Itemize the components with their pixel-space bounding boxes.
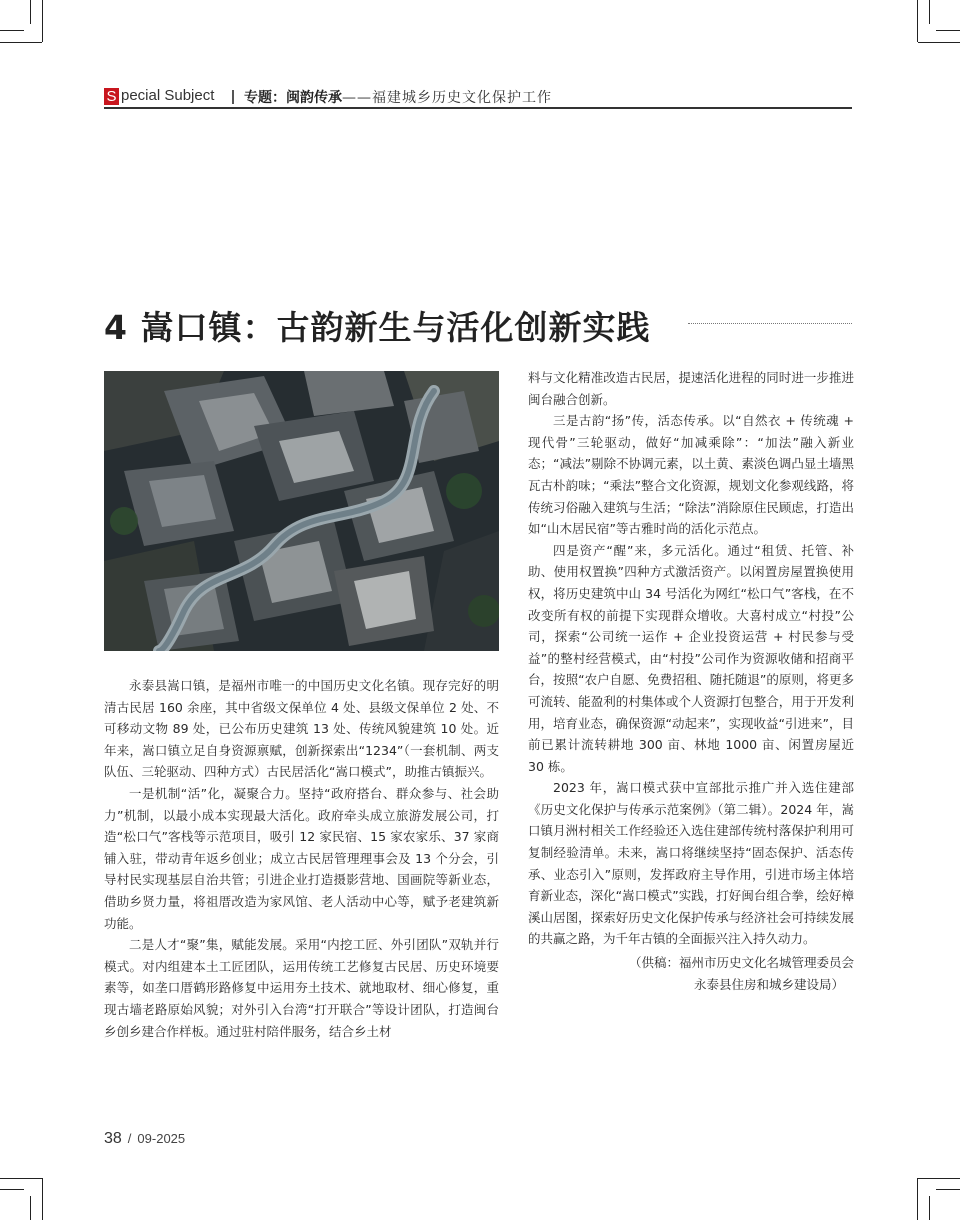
header-rule [104,107,852,109]
running-header [104,86,852,108]
page-footer [104,1130,185,1148]
article-title: 4 嵩口镇：古韵新生与活化创新实践 [104,308,651,347]
crop-mark [42,1178,43,1220]
right-text-column [528,367,854,995]
section-name: pecial Subject [121,87,215,104]
source-credit [528,952,854,995]
crop-mark [0,42,42,43]
crop-mark [30,1196,31,1220]
source-line: 永泰县住房和城乡建设局） [693,976,844,992]
crop-mark [929,0,930,24]
crop-mark [918,42,960,43]
crop-mark [42,0,43,42]
crop-mark [918,1178,960,1179]
crop-mark [0,1178,42,1179]
paragraph: 四是资产“醒”来，多元活化。通过“租赁、托管、补助、使用权置换”四种方式激活资产。以闲置房屋置换使用权，将历史建筑中山 34 号活化为网红“松口气”客栈，在不改变所有权的前提下实现群众增收。大喜村成立“村投”公司，探索“公司统一运作 + 企业投资运营 + 村民参与受益”的整村经营模式，由“村投”公司作为资源收储和招商平台，按照“农户自愿、免费招租、随托随退”的原则，将更多可流转、能盈利的村集体或个人资源打包整合，用于开发利用，培育业态，确保资源“动起来”，实现收益“引进来”，目前已累计流转耕地 300 亩、林地 1000 亩、闲置房屋近 30 栋。 [528,542,854,774]
title-dotted-rule [688,323,852,324]
topic-subtitle: ——福建城乡历史文化保护工作 [342,90,552,106]
page-number: 38 [104,1130,122,1147]
source-line: （供稿：福州市历史文化名城管理委员会 [628,955,854,971]
crop-mark [917,1178,918,1220]
aerial-photo-illustration [104,371,499,651]
crop-mark [0,1189,24,1190]
paragraph: 永泰县嵩口镇，是福州市唯一的中国历史文化名镇。现存完好的明清古民居 160 余座，其中省级文保单位 4 处、县级文保单位 2 处、不可移动文物 89 处，已公布历史建筑 13 处、传统风貌建筑 10 处。近年来，嵩口镇立足自身资源禀赋，创新探索出“1234”（一套机制、两支队伍、三轮驱动、四种方式）古民居活化“嵩口模式”，助推古镇振兴。 [104,678,499,780]
crop-mark [936,1189,960,1190]
crop-mark [30,0,31,24]
topic-label: 专题：闽韵传承 [244,90,342,106]
crop-mark [0,30,24,31]
header-divider [232,90,234,104]
crop-mark [917,0,918,42]
topic-heading [244,87,552,107]
paragraph: 二是人才“聚”集，赋能发展。采用“内挖工匠、外引团队”双轨并行模式。对内组建本土工匠团队，运用传统工艺修复古民居、历史环境要素等，如垄口厝鹤形路修复中运用夯土技术、就地取材、细心修复，重现古墙老路原始风貌；对外引入台湾“打开联合”等设计团队，打造闽台乡创乡建合作样板。通过驻村陪伴服务，结合乡土材 [104,937,499,1039]
footer-separator: / [127,1131,132,1146]
issue-label: 09-2025 [137,1131,186,1146]
aerial-town-photo [104,371,499,651]
paragraph: 三是古韵“扬”传，活态传承。以“自然衣 + 传统魂 + 现代骨”三轮驱动，做好“加减乘除”：“加法”融入新业态；“减法”剔除不协调元素，以土黄、素淡色调凸显土墙黑瓦古朴韵味；“乘法”整合文化资源，规划文化参观线路，将传统习俗融入建筑与生活；“除法”消除原住民顾虑，打造出如“山木居民宿”等古雅时尚的活化示范点。 [528,413,854,537]
section-badge: S [104,88,119,105]
paragraph: 2023 年，嵩口模式获中宣部批示推广并入选住建部《历史文化保护与传承示范案例》（第二辑）。2024 年，嵩口镇月洲村相关工作经验还入选住建部传统村落保护利用可复制经验清单。未来，嵩口将继续坚持“固态保护、活态传承、业态引入”原则，发挥政府主导作用，引进市场主体培育新业态，深化“嵩口模式”实践，打好闽台组合拳，绘好樟溪山居图，探索好历史文化保护传承与经济社会可持续发展的共赢之路，为千年古镇的全面振兴注入持久动力。 [528,780,854,947]
paragraph: 一是机制“活”化，凝聚合力。坚持“政府搭台、群众参与、社会助力”机制，以最小成本实现最大活化。政府牵头成立旅游发展公司，打造“松口气”客栈等示范项目，吸引 12 家民宿、15 家农家乐、37 家商铺入驻，带动青年返乡创业；成立古民居管理理事会及 13 个分会，引导村民实现基层自治共管；引进企业打造摄影营地、国画院等新业态，借助乡贤力量，将祖厝改造为家风馆、老人活动中心等，赋予老建筑新功能。 [104,785,499,931]
paragraph-continuation: 料与文化精准改造古民居，提速活化进程的同时进一步推进闽台融合创新。 [528,370,854,407]
left-text-column [104,675,499,1042]
crop-mark [936,30,960,31]
crop-mark [929,1196,930,1220]
